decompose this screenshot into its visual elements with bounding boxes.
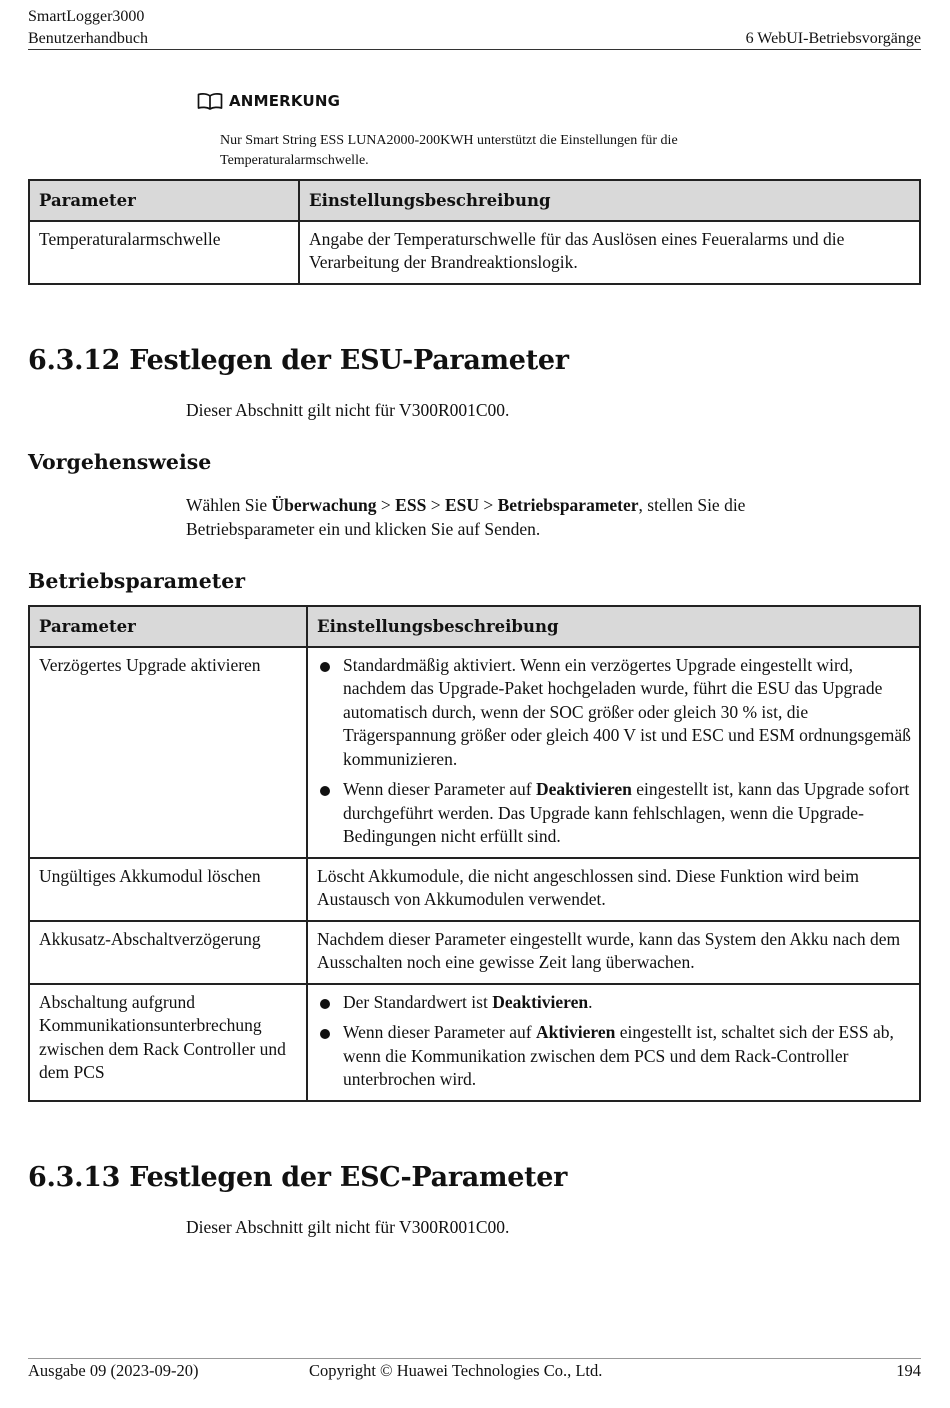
section-heading-esc: 6.3.13 Festlegen der ESC-Parameter: [28, 1162, 568, 1193]
footer-issue: Ausgabe 09 (2023-09-20): [28, 1361, 199, 1380]
header-product: SmartLogger3000: [28, 8, 145, 25]
column-header-description: Einstellungsbeschreibung: [307, 606, 920, 647]
column-header-parameter: Parameter: [29, 180, 299, 221]
header-chapter: 6 WebUI-Betriebsvorgänge: [745, 30, 921, 47]
table-row: [29, 921, 920, 984]
book-icon: [197, 92, 223, 110]
footer-rule: [28, 1358, 921, 1359]
section-applies-note: Dieser Abschnitt gilt nicht für V300R001C00.: [186, 400, 510, 420]
footer-page-number: 194: [896, 1361, 921, 1380]
description-cell: Löscht Akkumodule, die nicht angeschlossen sind. Diese Funktion wird beim Austausch von Akkumodulen verwendet.: [307, 858, 920, 921]
note-title: [197, 92, 340, 110]
header-doc-title: Benutzerhandbuch: [28, 30, 148, 47]
esu-parameters-table: [28, 605, 921, 1102]
section-heading-esu: 6.3.12 Festlegen der ESU-Parameter: [28, 345, 569, 376]
param-cell: Abschaltung aufgrund Kommunikationsunterbrechung zwischen dem Rack Controller und dem PCS: [29, 984, 307, 1101]
bullet-item: Wenn dieser Parameter auf Deaktivieren eingestellt ist, kann das Upgrade sofort durchgeführt werden. Das Upgrade kann fehlschlagen, wenn die Upgrade-Bedingungen nicht erfüllt sind.: [317, 778, 911, 849]
description-cell: Nachdem dieser Parameter eingestellt wurde, kann das System den Akku nach dem Ausschalten noch eine gewisse Zeit lang überwachen.: [307, 921, 920, 984]
param-cell: Verzögertes Upgrade aktivieren: [29, 647, 307, 858]
column-header-parameter: Parameter: [29, 606, 307, 647]
header-rule: [28, 49, 921, 50]
table-row: [29, 221, 920, 284]
section-applies-note: Dieser Abschnitt gilt nicht für V300R001C00.: [186, 1217, 510, 1237]
description-cell: [307, 984, 920, 1101]
description-cell: Angabe der Temperaturschwelle für das Auslösen eines Feueralarms und die Verarbeitung der Brandreaktionslogik.: [299, 221, 920, 284]
column-header-description: Einstellungsbeschreibung: [299, 180, 920, 221]
param-cell: Temperaturalarmschwelle: [29, 221, 299, 284]
menu-path-ess: ESS: [395, 495, 427, 515]
procedure-heading: Vorgehensweise: [28, 450, 212, 474]
menu-path-esu: ESU: [444, 495, 479, 515]
bullet-item: Der Standardwert ist Deaktivieren.: [317, 991, 911, 1015]
table-header-row: [29, 606, 920, 647]
temperature-table: [28, 179, 921, 285]
table-row: [29, 647, 920, 858]
note-text: Nur Smart String ESS LUNA2000-200KWH unterstützt die Einstellungen für die Temperaturalarmschwelle.: [220, 133, 678, 168]
note-title-label: ANMERKUNG: [229, 92, 341, 110]
description-cell: [307, 647, 920, 858]
menu-path-monitoring: Überwachung: [271, 495, 377, 515]
ops-params-heading: Betriebsparameter: [28, 569, 246, 593]
table-header-row: [29, 180, 920, 221]
param-cell: Akkusatz-Abschaltverzögerung: [29, 921, 307, 984]
table-row: [29, 984, 920, 1101]
param-cell: Ungültiges Akkumodul löschen: [29, 858, 307, 921]
procedure-text: Wählen Sie Überwachung > ESS > ESU > Betriebsparameter, stellen Sie die Betriebsparameter ein und klicken Sie auf Senden.: [186, 495, 746, 539]
menu-path-operating-params: Betriebsparameter: [497, 495, 639, 515]
bullet-item: Wenn dieser Parameter auf Aktivieren eingestellt ist, schaltet sich der ESS ab, wenn die Kommunikation zwischen dem PCS und dem Rack-Controller unterbrochen wird.: [317, 1021, 911, 1092]
footer-copyright: Copyright © Huawei Technologies Co., Ltd.: [309, 1361, 603, 1380]
table-row: [29, 858, 920, 921]
bullet-item: Standardmäßig aktiviert. Wenn ein verzögertes Upgrade eingestellt wird, nachdem das Upgrade-Paket hochgeladen wurde, führt die ESU das Upgrade automatisch durch, wenn der SOC größer oder gleich 30 % ist, die Trägerspannung größer oder gleich 400 V ist und ESC und ESM ordnungsgemäß kommunizieren.: [317, 654, 911, 772]
